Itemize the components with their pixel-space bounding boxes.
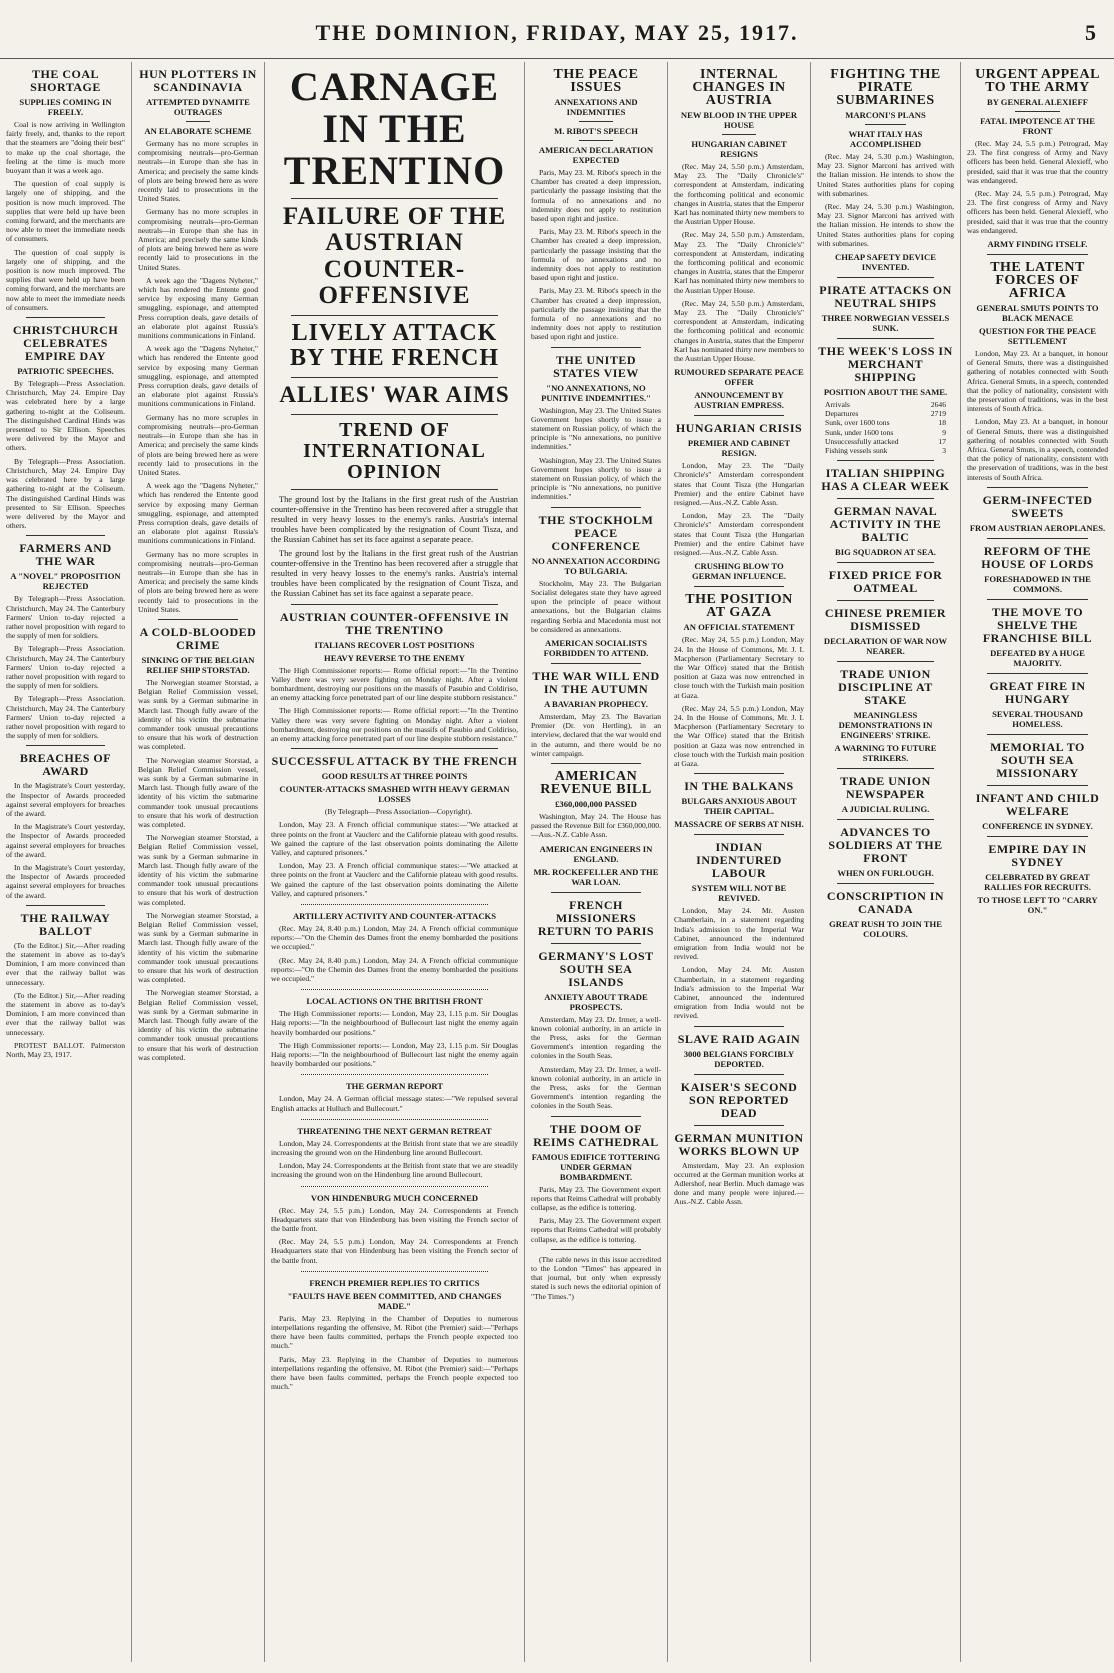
article-text: The High Commissioner reports:— London, May 23, 1.15 p.m. Sir Douglas Haig reports:—"In the neighbourhood of Bullecourt last night the enemy again heavily bombarded our positions." [271,1009,518,1037]
article-text: A week ago the "Dagens Nyheter," which has rendered the Entente good service by exposing many German smuggling, espionage, and attempted Press corruption deals, gave details of an elaborate plot against Russia's munitions communications in Finland. [138,275,258,341]
subhead: HEAVY REVERSE TO THE ENEMY [324,652,465,663]
subhead: FATAL IMPOTENCE AT THE FRONT [980,116,1095,136]
article-text: The question of coal supply is largely one of shipping, and the position is now much improved. The supplies that were held up have been coming forward, and the merchants are now able to meet the immediate needs of consumers. [6,247,125,312]
headline-advances: ADVANCES TO SOLDIERS AT THE FRONT [828,825,943,866]
article-text: (Rec. May 24, 5.5 p.m.) Petrograd, May 23. The first congress of Army and Navy officers has been held. General Alexieff, who presided, said that it was true that the country was endangered. [967,189,1108,235]
headline-stockholm: THE STOCKHOLM PEACE CONFERENCE [538,512,654,553]
subhead: "FAULTS HAVE BEEN COMMITTED, AND CHANGES MADE." [287,1290,502,1311]
headline-trade-union: TRADE UNION DISCIPLINE AT STAKE [838,667,933,708]
subhead: A JUDICIAL RULING. [841,804,930,815]
subhead: GENERAL SMUTS POINTS TO BLACK MENACE [976,303,1099,324]
subhead: DEFEATED BY A HUGE MAJORITY. [990,647,1085,668]
subhead: PATRIOTIC SPEECHES. [17,366,114,377]
headline-successful-attack: SUCCESSFUL ATTACK BY THE FRENCH [271,754,518,769]
headline-austrian-trentino: AUSTRIAN COUNTER-OFFENSIVE IN THE TRENTINO [279,609,510,637]
subhead: POSITION ABOUT THE SAME. [823,387,948,398]
signature: PROTEST BALLOT. Palmerston North, May 23, 1917. [6,1040,125,1060]
subhead: SYSTEM WILL NOT BE REVIVED. [691,883,787,904]
shipping-table [825,400,946,455]
article-text: Paris, May 23. The Government expert reports that Reims Cathedral will probably collapse, as the edifice is tottering. [531,1216,661,1244]
article-text: London, May 23. At a banquet, in honour of General Smuts, there was a distinguished gathering of notables connected with South Africa. General Smuts, in a speech, contended that the policy of nationality, consistent with the preservation of traditions, was in the best interests of South Africa. [967,417,1108,482]
article-text: Washington, May 23. The United States Government hopes shortly to issue a statement on Russian policy, of which the principle is "No annexations, no punitive indemnities." [531,405,661,452]
table-row: Departures 2719 [825,409,946,419]
article-text: In the Magistrate's Court yesterday, the Inspector of Awards proceeded against several employers for breaches of the award. [6,822,125,859]
subhead: QUESTION FOR THE PEACE SETTLEMENT [978,326,1097,347]
subhead: BY GENERAL ALEXIEFF [987,97,1088,107]
lead-text: The ground lost by the Italians in the first great rush of the Austrian counter-offensive in the Trentino has been recovered after a struggle that resulted in very heavy losses to the enemy's ranks. Austria's internal troubles have been complicated by the resignation of Count Tisza, and the Russian Cabinet has set its face against a separate peace. [271,548,518,598]
table-row: Sunk, over 1600 tons 18 [825,418,946,428]
article-text: In the Magistrate's Court yesterday, the Inspector of Awards proceeded against several employers for breaches of the award. [6,781,125,818]
subhead: AN ELABORATE SCHEME [144,126,252,136]
article-text: (To the Editor.) Sir,—After reading the statement in above as to-day's Dominion, I am more convinced than ever that the railway ballot was unnecessary. [6,940,125,987]
article-text: London, May 24. Mr. Austen Chamberlain, in a statement regarding India's admission to the Imperial War Cabinet, announced the indentured emigration from India would not be revived. [674,965,804,1021]
article-text: Washington, May 24. The House has passed the Revenue Bill for £360,000,000.—Aus.-N.Z. Cable Assn. [531,811,661,840]
article-text: By Telegraph—Press Association. Christchurch, May 24. Empire Day was celebrated here by a large gathering to-night at the Coliseum. The distinguished Cardinal Hinds was presented to Sir Ellison. Speeches were delivered by the Mayor and others. [6,456,125,531]
article-text: The Norwegian steamer Storstad, a Belgian Relief Commission vessel, was sunk by a German submarine in March last. Though fully aware of the identity of his victim the submarine commander took unusual precautions to ensure that his work of destruction was completed. [138,677,258,752]
column-6 [811,62,961,1662]
article-text: (Rec. May 24, 5.5 p.m.) London, May 24. In the House of Commons, Mr. J. I. Macpherson (Parliamentary Secretary to the War Office) stated that the British position at Gaza was now entrenched in close touch with the Turkish main position at Gaza. [674,635,804,700]
subhead: MR. ROCKEFELLER AND THE WAR LOAN. [533,866,659,887]
subhead: THREE NORWEGIAN VESSELS SUNK. [821,313,950,334]
article-text: By Telegraph—Press Association. Christchurch, May 24. The Canterbury Farmers' Union to-day rejected a rather novel proposition with regard to the supply of men for soldiers. [6,644,125,691]
article-text: (To the Editor.) Sir,—After reading the statement in above as to-day's Dominion, I am more convinced than ever that the railway ballot was unnecessary. [6,990,125,1037]
headline-austrian-failure: FAILURE OF THE AUSTRIAN COUNTER-OFFENSIVE [282,203,507,309]
lead-text: The ground lost by the Italians in the first great rush of the Austrian counter-offensive in the Trentino has been recovered after a struggle that resulted in very heavy losses to the enemy's ranks. Austria's internal troubles have been complicated by the resignation of Count Tisza, and the Russian Cabinet has set its face against a separate peace. [271,494,518,544]
headline-revenue-bill: AMERICAN REVENUE BILL [540,768,652,797]
subhead: AMERICAN SOCIALISTS FORBIDDEN TO ATTEND. [543,637,649,658]
article-text: London, May 23. A French official communique states:—"We attacked at three points on the front at Vauclerc and the Californie plateau with good results. We gained the capture of the last observation points dominating the Ailette Valley, and captured prisoners." [271,861,518,898]
article-text: (Rec. May 24, 5.50 p.m.) Amsterdam, May 23. The "Daily Chronicle's" correspondent at Amsterdam, indicating the forthcoming political and economic changes in Austria, states that the Emperor Karl has nominated thirty new members to the Austrian Upper House. [674,230,804,295]
headline-french-attack: LIVELY ATTACK BY THE FRENCH [289,320,500,372]
headline-memorial: MEMORIAL TO SOUTH SEA MISSIONARY [990,739,1085,780]
article-text: London, May 23. The "Daily Chronicle's" Amsterdam correspondent states that Count Tisza (the Hungarian Premier) and the entire Cabinet have resigned.—Aus.-N.Z. Cable Assn. [674,511,804,558]
headline-balkans: IN THE BALKANS [684,779,794,794]
headline-christchurch: CHRISTCHURCH CELEBRATES EMPIRE DAY [12,323,119,364]
subhead: CELEBRATED BY GREAT RALLIES FOR RECRUITS. [984,871,1091,892]
column-4 [525,62,668,1662]
article-text: Amsterdam, May 23. An explosion occurred at the German munition works at Adlershof, near Berlin. Much damage was done and many people were injured.—Aus.-N.Z. Cable Assn. [674,1160,804,1207]
article-text: Coal is now arriving in Wellington fairly freely, and, thanks to the report that the steamers are "doing their best" to make up the coal shortage, the feeling at the time is much more buoyant than it was a week ago. [6,120,125,176]
article-text: London, May 24. Correspondents at the British front state that we are steadily increasing the ground won on the Hindenburg line around Bullecourt. [271,1161,518,1180]
column-2 [132,62,265,1662]
subhead: RUMOURED SEPARATE PEACE OFFER [674,367,804,388]
subhead: MARCONI'S PLANS [845,110,926,120]
subhead: ANXIETY ABOUT TRADE PROSPECTS. [544,991,648,1012]
subhead: HUNGARIAN CABINET RESIGNS [691,139,787,159]
subhead: ARTILLERY ACTIVITY AND COUNTER-ATTACKS [292,910,497,921]
headline-war-end: THE WAR WILL END IN THE AUTUMN [532,668,660,696]
subhead: FORESHADOWED IN THE COMMONS. [984,573,1091,594]
subhead: AMERICAN DECLARATION EXPECTED [538,145,654,165]
article-text: In the Magistrate's Court yesterday, the Inspector of Awards proceeded against several employers for breaches of the award. [6,862,125,900]
headline-indian-labour: INDIAN INDENTURED LABOUR [696,840,782,881]
subhead: GOOD RESULTS AT THREE POINTS [321,771,468,782]
article-text: Paris, May 23. The Government expert reports that Reims Cathedral will probably collapse, as the edifice is tottering. [531,1184,661,1212]
article-text: London, May 24. Correspondents at the British front state that we are steadily increasing the ground won on the Hindenburg line around Bullecourt. [271,1138,518,1158]
subhead: £360,000,000 PASSED [555,798,637,809]
subhead: COUNTER-ATTACKS SMASHED WITH HEAVY GERMAN LOSSES [279,784,510,805]
subhead: FROM AUSTRIAN AEROPLANES. [969,522,1106,533]
subhead: FRENCH PREMIER REPLIES TO CRITICS [309,1277,480,1288]
subhead: DECLARATION OF WAR NOW NEARER. [823,636,948,657]
subhead: "NO ANNEXATIONS, NO PUNITIVE INDEMNITIES." [541,382,651,403]
column-5 [668,62,811,1662]
headline-german-naval: GERMAN NAVAL ACTIVITY IN THE BALTIC [829,504,942,545]
article-text: Washington, May 23. The United States Government hopes shortly to issue a statement on Russian policy, of which the principle is "No annexations, no punitive indemnities." [531,455,661,502]
subhead: ANNOUNCEMENT BY AUSTRIAN EMPRESS. [694,390,784,411]
article-text: (Rec. May 24, 5.30 p.m.) Washington, May 23. Signor Marconi has arrived with the Italian mission. He intends to show the United States authorities plans for coping with submarines. [817,202,954,248]
headline-weeks-loss: THE WEEK'S LOSS IN MERCHANT SHIPPING [818,344,953,385]
headline-cold-blooded: A COLD-BLOODED CRIME [139,624,257,652]
headline-italian-shipping: ITALIAN SHIPPING HAS A CLEAR WEEK [821,466,950,494]
subhead: ATTEMPTED DYNAMITE OUTRAGES [146,97,250,117]
subhead: PREMIER AND CABINET RESIGN. [687,438,791,459]
article-text: Germany has no more scruples in compromising neutrals—pro-German neutrals—in Europe than she has in America; and precisely the same kinds of plots are being brewed here as were recently laid to prosecutions in the United States. [138,412,258,477]
subhead: AN OFFICIAL STATEMENT [683,622,795,633]
subhead: SINKING OF THE BELGIAN RELIEF SHIP STORSTAD. [141,654,255,675]
article-text: (Rec. May 24, 8.40 p.m.) London, May 24. A French official communique reports:—"On the Chemin des Dames front the enemy bombarded the positions we occupied." [271,955,518,983]
subhead: WHEN ON FURLOUGH. [837,868,934,879]
article-text: The Norwegian steamer Storstad, a Belgian Relief Commission vessel, was sunk by a German submarine in March last. Though fully aware of the identity of his victim the submarine commander took unusual precautions to ensure that his work of destruction was completed. [138,833,258,907]
byline: (By Telegraph—Press Association—Copyright). [324,807,473,817]
subhead: THE GERMAN REPORT [345,1081,444,1092]
headline-breaches: BREACHES OF AWARD [19,751,112,779]
table-row: Sunk, under 1600 tons 9 [825,427,946,437]
headline-trend: TREND OF INTERNATIONAL OPINION [303,418,486,483]
headline-franchise-bill: THE MOVE TO SHELVE THE FRANCHISE BILL [982,604,1093,645]
article-text: Amsterdam, May 23. Dr. Irmer, a well-known colonial authority, in an article in the Press, asks for the German Government's intention regarding the colonies in the South Seas. [531,1064,661,1111]
subhead: MASSACRE OF SERBS AT NISH. [674,819,804,830]
article-text: The Norwegian steamer Storstad, a Belgian Relief Commission vessel, was sunk by a German submarine in March last. Though fully aware of the identity of his victim the submarine commander took unusual precautions to ensure that his work of destruction was completed. [138,988,258,1062]
article-text: Paris, May 23. M. Ribot's speech in the Chamber has created a deep impression, particularly the passage insisting that the formula of no annexations and no indemnity does not apply to restitution based upon right and justice. [531,168,661,224]
newspaper-title: THE DOMINION, FRIDAY, MAY 25, 1917. [315,20,799,45]
article-text: London, May 23. At a banquet, in honour of General Smuts, there was a distinguished gathering of notables connected with South Africa. General Smuts, in a speech, contended that the policy of nationality, consistent with the preservation of traditions, was in the best interests of South Africa. [967,349,1108,414]
headline-war-aims: ALLIES' WAR AIMS [279,382,510,408]
headline-reims: THE DOOM OF REIMS CATHEDRAL [533,1121,659,1149]
subhead: FAMOUS EDIFICE TOTTERING UNDER GERMAN BOMBARDMENT. [531,1151,661,1182]
article-text: The question of coal supply is largely one of shipping, and the position is now much improved. The supplies that were held up have been coming forward, and the merchants are now able to meet the immediate needs of consumers. [6,179,125,244]
article-text: (Rec. May 24, 5.5 p.m.) Petrograd, May 23. The first congress of Army and Navy officers has been held. General Alexieff, who presided, said that it was true that the country was endangered. [967,139,1108,185]
headline-house-of-lords: REFORM OF THE HOUSE OF LORDS [981,543,1094,571]
subhead: GREAT RUSH TO JOIN THE COLOURS. [829,919,942,940]
subhead: CRUSHING BLOW TO GERMAN INFLUENCE. [691,561,787,582]
article-text: By Telegraph—Press Association. Christchurch, May 24. The Canterbury Farmers' Union to-day rejected a rather novel proposition with regard to the supply of men for soldiers. [6,594,125,641]
article-text: Paris, May 23. Replying in the Chamber of Deputies to numerous interpellations regarding the offensive, M. Ribot (the Premier) said:—"Perhaps there have been faults committed, perhaps the French people expected too much." [271,1354,518,1392]
article-text: Amsterdam, May 23. The Bavarian Premier (Dr. von Hertling), in an interview, declared that the war would end in the autumn, and there would be no winter campaign. [531,711,661,758]
subhead: ARMY FINDING ITSELF. [987,239,1088,250]
subhead: 3000 BELGIANS FORCIBLY DEPORTED. [683,1048,795,1069]
article-text: London, May 23. A French official communique states:—"We attacked at three points on the front at Vauclerc and the Californie plateau with good results. We gained the capture of the last observation points dominating the Ailette Valley, and captured prisoners." [271,820,518,857]
headline-south-sea: GERMANY'S LOST SOUTH SEA ISLANDS [538,948,654,989]
headline-chinese-premier: CHINESE PREMIER DISMISSED [824,606,947,634]
headline-pirate-submarines: FIGHTING THE PIRATE SUBMARINES [830,67,941,108]
article-text: (Rec. May 24, 5.5 p.m.) London, May 24. Correspondents at French Headquarters state that von Hindenburg has been visiting the French sector of the battle front. [271,1205,518,1234]
article-text: Paris, May 23. M. Ribot's speech in the Chamber has created a deep impression, particularly the passage insisting that the formula of no annexations and no indemnity does not apply to restitution based upon right and justice. [531,286,661,342]
article-text: London, May 24. Mr. Austen Chamberlain, in a statement regarding India's admission to the Imperial War Cabinet, announced the indentured emigration from India would not be revived. [674,906,804,962]
headline-latent-forces: THE LATENT FORCES OF AFRICA [990,260,1085,302]
article-text: By Telegraph—Press Association. Christchurch, May 24. Empire Day was celebrated here by a large gathering to-night at the Coliseum. The distinguished Cardinal Hinds was presented to Sir Ellison. Speeches were delivered by the Mayor and others. [6,379,125,453]
article-text: Stockholm, May 23. The Bulgarian Socialist delegates state they have agreed upon the principle of peace without annexations, but the Bulgarian claims regarding Serbia and Macedonia must not be considered as annexations. [531,578,661,634]
article-text: Amsterdam, May 23. Dr. Irmer, a well-known colonial authority, in an article in the Press, asks for the German Government's intention regarding the colonies in the South Seas. [531,1014,661,1061]
main-headline: CARNAGE IN THE TRENTINO [283,64,506,193]
subhead: CHEAP SAFETY DEVICE INVENTED. [835,252,936,273]
headline-austria-changes: INTERNAL CHANGES IN AUSTRIA [692,67,786,108]
headline-urgent-appeal: URGENT APPEAL TO THE ARMY [975,67,1100,95]
headline-coal-shortage: THE COAL SHORTAGE [30,67,101,94]
article-text: Paris, May 23. Replying in the Chamber of Deputies to numerous interpellations regarding the offensive, M. Ribot (the Premier) said:—"Perhaps there have been faults committed, perhaps the French people expected too much." [271,1313,518,1351]
table-row: Fishing vessels sunk 3 [825,446,946,456]
article-text: Paris, May 23. M. Ribot's speech in the Chamber has created a deep impression, particularly the passage insisting that the formula of no annexations and no indemnity does not apply to restitution based upon right and justice. [531,227,661,283]
headline-hungary-fire: GREAT FIRE IN HUNGARY [989,678,1086,706]
subhead: THREATENING THE NEXT GERMAN RETREAT [297,1125,492,1136]
headline-kaiser-son: KAISER'S SECOND SON REPORTED DEAD [680,1079,798,1120]
subhead: SEVERAL THOUSAND HOMELESS. [992,708,1083,729]
article-text: (Rec. May 24, 5.30 p.m.) Washington, May 23. Signor Marconi has arrived with the Italian mission. He intends to show the United States authorities plans for coping with submarines. [817,152,954,198]
subhead: VON HINDENBURG MUCH CONCERNED [310,1192,479,1203]
headline-hungarian-crisis: HUNGARIAN CRISIS [675,421,803,436]
article-text: London, May 24. A German official message states:—"We repulsed several English attacks at Hulluch and Bullecourt." [271,1094,518,1113]
subhead: LOCAL ACTIONS ON THE BRITISH FRONT [306,996,483,1007]
subhead: A WARNING TO FUTURE STRIKERS. [834,743,937,764]
column-1 [0,62,132,1662]
footnote: (The cable news in this issue accredited to the London "Times" has appeared in that journal, but only when expressly stated is such news the editorial opinion of "The Times.") [531,1254,661,1301]
subhead: M. RIBOT'S SPEECH [554,126,638,136]
column-7 [961,62,1114,1662]
subhead: CONFERENCE IN SYDNEY. [982,820,1093,831]
subhead: TO THOSE LEFT TO "CARRY ON." [977,894,1098,915]
article-text: The Norwegian steamer Storstad, a Belgian Relief Commission vessel, was sunk by a German submarine in March last. Though fully aware of the identity of his victim the submarine commander took unusual precautions to ensure that his work of destruction was completed. [138,910,258,985]
headline-railway-ballot: THE RAILWAY BALLOT [20,910,111,938]
article-text: (Rec. May 24, 5.5 p.m.) London, May 24. In the House of Commons, Mr. J. I. Macpherson (Parliamentary Secretary to the War Office) stated that the British position at Gaza was now entrenched in close touch with the Turkish main position at Gaza. [674,703,804,768]
article-text: Germany has no more scruples in compromising neutrals—pro-German neutrals—in Europe than she has in America; and precisely the same kinds of plots are being brewed here as were recently laid to prosecutions in the United States. [138,139,258,204]
headline-french-missioners: FRENCH MISSIONERS RETURN TO PARIS [537,897,655,938]
article-text: The High Commissioner reports:— Rome official report:—"In the Trentino Valley there was very severe fighting on Monday night. After a violent bombardment, destroying our positions on the massifs of Pasubio and Coldiriso, an enemy attacking force penetrated part of our line despite stubborn resistance." [271,665,518,703]
headline-oatmeal: FIXED PRICE FOR OATMEAL [828,568,943,596]
headline-canada: CONSCRIPTION IN CANADA [826,889,945,917]
column-3-lead [265,62,525,1662]
article-text: The Norwegian steamer Storstad, a Belgian Relief Commission vessel, was sunk by a German submarine in March last. Though fully aware of the identity of his victim the submarine commander took unusual precautions to ensure that his work of destruction was completed. [138,755,258,829]
article-text: A week ago the "Dagens Nyheter," which has rendered the Entente good service by exposing many German smuggling, espionage, and attempted Press corruption deals, gave details of an elaborate plot against Russia's munitions communications in Finland. [138,344,258,409]
headline-pirate-attacks: PIRATE ATTACKS ON NEUTRAL SHIPS [819,283,952,311]
subhead: MEANINGLESS DEMONSTRATIONS IN ENGINEERS' STRIKE. [838,710,933,741]
table-row: Arrivals 2646 [825,400,946,410]
article-text: The High Commissioner reports:— Rome official report:—"In the Trentino Valley there was very severe fighting on Monday night. After a violent bombardment, destroying our positions on the massifs of Pasubio and Coldiriso, an enemy attacking force penetrated part of our line despite stubborn resistance." [271,706,518,743]
subhead: ITALIANS RECOVER LOST POSITIONS [314,639,475,650]
article-text: (Rec. May 24, 8.40 p.m.) London, May 24. A French official communique reports:—"On the Chemin des Dames front the enemy bombarded the positions we occupied." [271,923,518,952]
headline-slave-raid: SLAVE RAID AGAIN [677,1031,801,1046]
headline-farmers: FARMERS AND THE WAR [19,541,112,569]
subhead: BULGARS ANXIOUS ABOUT THEIR CAPITAL. [681,796,797,817]
headline-union-newspaper: TRADE UNION NEWSPAPER [840,774,931,802]
page-number: 5 [1085,20,1096,45]
headline-us-view: THE UNITED STATES VIEW [553,352,639,380]
masthead [0,0,1114,59]
article-text: Germany has no more scruples in compromising neutrals—pro-German neutrals—in Europe than she has in America; and precisely the same kinds of plots are being brewed here as were recently laid to prosecutions in the United States. [138,549,258,614]
headline-hun-plotters: HUN PLOTTERS IN SCANDINAVIA [139,67,257,94]
article-text: By Telegraph—Press Association. Christchurch, May 24. The Canterbury Farmers' Union to-day rejected a rather novel proposition with regard to the supply of men for soldiers. [6,694,125,741]
subhead: A "NOVEL" PROPOSITION REJECTED [10,571,121,592]
subhead: A BAVARIAN PROPHECY. [544,698,648,709]
article-text: London, May 23. The "Daily Chronicle's" Amsterdam correspondent states that Count Tisza (the Hungarian Premier) and the entire Cabinet have resigned.—Aus.-N.Z. Cable Assn. [674,461,804,508]
article-text: (Rec. May 24, 5.50 p.m.) Amsterdam, May 23. The "Daily Chronicle's" correspondent at Amsterdam, indicating the forthcoming political and economic changes in Austria, states that the Emperor Karl has nominated thirty new members to the Austrian Upper House. [674,162,804,227]
headline-munition-works: GERMAN MUNITION WORKS BLOWN UP [674,1130,804,1158]
headline-empire-day-sydney: EMPIRE DAY IN SYDNEY [988,841,1087,869]
headline-child-welfare: INFANT AND CHILD WELFARE [975,790,1100,818]
subhead: NO ANNEXATION ACCORDING TO BULGARIA. [531,555,661,576]
article-text: The High Commissioner reports:— London, May 23, 1.15 p.m. Sir Douglas Haig reports:—"In the neighbourhood of Bullecourt last night the enemy again heavily bombarded our positions." [271,1040,518,1069]
subhead: BIG SQUADRON AT SEA. [835,547,936,558]
headline-gaza: THE POSITION AT GAZA [685,592,793,621]
article-text: Germany has no more scruples in compromising neutrals—pro-German neutrals—in Europe than she has in America; and precisely the same kinds of plots are being brewed here as were recently laid to prosecutions in the United States. [138,207,258,272]
headline-germ-sweets: GERM-INFECTED SWEETS [982,492,1093,520]
article-text: (Rec. May 24, 5.5 p.m.) London, May 24. Correspondents at French Headquarters state that von Hindenburg has been visiting the French sector of the battle front. [271,1237,518,1265]
headline-peace-issues: THE PEACE ISSUES [553,67,639,95]
article-text: A week ago the "Dagens Nyheter," which has rendered the Entente good service by exposing many German smuggling, espionage, and attempted Press corruption deals, gave details of an elaborate plot against Russia's munitions communications in Finland. [138,481,258,546]
article-text: (Rec. May 24, 5.50 p.m.) Amsterdam, May 23. The "Daily Chronicle's" correspondent at Amsterdam, indicating the forthcoming political and economic changes in Austria, states that the Emperor Karl has nominated thirty new members to the Austrian Upper House. [674,298,804,364]
subhead: SUPPLIES COMING IN FREELY. [19,97,112,117]
subhead: ANNEXATIONS AND INDEMNITIES [554,97,638,117]
subhead: AMERICAN ENGINEERS IN ENGLAND. [539,843,653,864]
table-row: Unsuccessfully attacked 17 [825,436,946,446]
subhead: NEW BLOOD IN THE UPPER HOUSE [680,110,798,130]
subhead: WHAT ITALY HAS ACCOMPLISHED [848,129,923,149]
